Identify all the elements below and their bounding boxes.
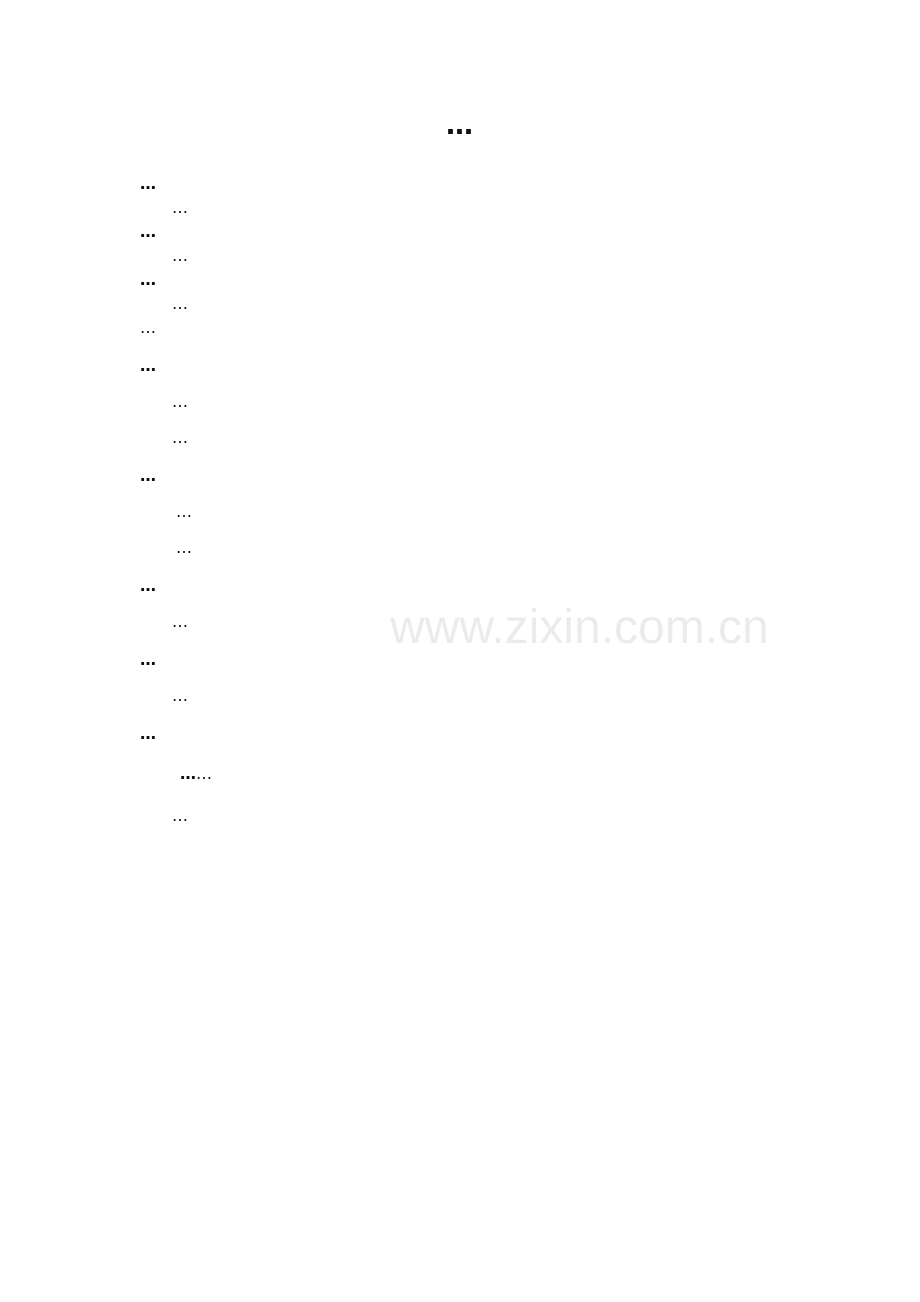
flow-intro-body: … xyxy=(196,764,212,783)
heading-key: … xyxy=(140,576,156,595)
heading-students: … xyxy=(140,222,156,241)
flow-image-note: … xyxy=(172,806,188,825)
heading-guide: … xyxy=(140,174,156,193)
document-body xyxy=(140,172,782,828)
paragraph-students: … xyxy=(172,246,188,265)
content-item-2: … xyxy=(172,428,188,447)
content-item-1: … xyxy=(172,392,188,411)
watermark: www.zixin.com.cn xyxy=(390,601,769,654)
goal-item-1: … xyxy=(176,502,192,521)
flow-intro-label: … xyxy=(180,764,196,783)
paragraph-flow-intro xyxy=(140,756,782,792)
heading-content: … xyxy=(140,356,156,375)
paragraph-material: … xyxy=(172,294,188,313)
heading-goals: … xyxy=(140,466,156,485)
paragraph-tools: … xyxy=(172,686,188,705)
goal-item-2: … xyxy=(176,538,192,557)
heading-flow: … xyxy=(140,724,156,743)
note-material: … xyxy=(140,318,156,337)
paragraph-key: … xyxy=(172,612,188,631)
paragraph-guide: … xyxy=(172,198,188,217)
document-title: … xyxy=(446,110,474,141)
heading-material: … xyxy=(140,270,156,289)
heading-tools: … xyxy=(140,650,156,669)
